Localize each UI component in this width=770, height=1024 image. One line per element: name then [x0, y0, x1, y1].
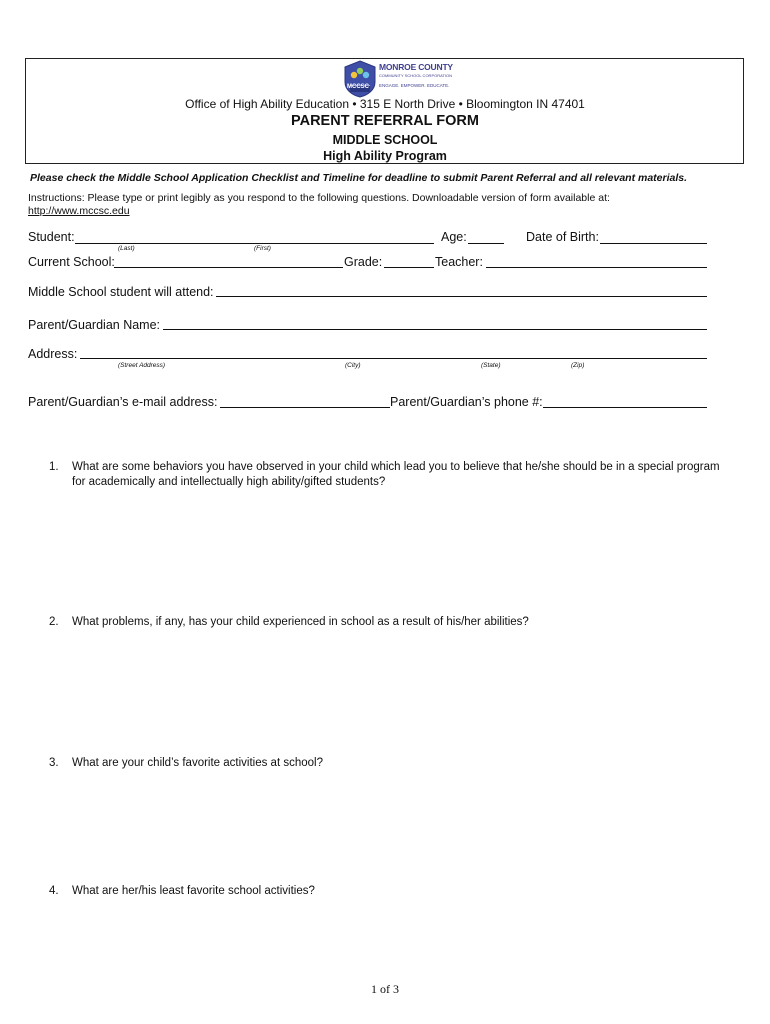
- last-name-hint: (Last): [118, 245, 135, 252]
- address-label: Address:: [28, 347, 78, 361]
- city-hint: (City): [345, 362, 361, 369]
- dob-field[interactable]: [600, 243, 707, 244]
- phone-field[interactable]: [543, 407, 707, 408]
- student-label: Student:: [28, 230, 75, 244]
- question-text: What problems, if any, has your child experienced in school as a result of his/her abilities?: [72, 616, 529, 628]
- teacher-label: Teacher:: [435, 255, 483, 269]
- mccsc-logo-icon: [342, 60, 378, 98]
- page-number: 1 of 3: [371, 982, 399, 996]
- logo-subtitle: COMMUNITY SCHOOL CORPORATION: [379, 72, 453, 78]
- logo-tagline: ENGAGE. EMPOWER. EDUCATE.: [379, 82, 450, 88]
- logo-name: MONROE COUNTY: [379, 62, 453, 72]
- current-school-label: Current School:: [28, 255, 115, 269]
- parent-name-label: Parent/Guardian Name:: [28, 318, 161, 332]
- age-label: Age:: [441, 230, 467, 244]
- email-label: Parent/Guardian’s e-mail address:: [28, 395, 218, 409]
- grade-label: Grade:: [344, 255, 383, 269]
- parent-name-field[interactable]: [163, 329, 707, 330]
- middle-school-label: Middle School student will attend:: [28, 285, 214, 299]
- office-address: Office of High Ability Education • 315 E North Drive • Bloomington IN 47401: [185, 97, 585, 111]
- state-hint: (State): [481, 362, 501, 369]
- logo-badge: MCCSC: [347, 84, 369, 90]
- question-number: 3.: [49, 757, 59, 769]
- instructions-text: Instructions: Please type or print legibly as you respond to the following questions. Downloadable version of form available at:: [28, 192, 610, 204]
- form-title: PARENT REFERRAL FORM: [291, 113, 479, 129]
- instructions-link[interactable]: http://www.mccsc.edu: [28, 205, 130, 217]
- street-hint: (Street Address): [118, 362, 166, 369]
- middle-school-field[interactable]: [216, 296, 707, 297]
- question-number: 1.: [49, 461, 59, 473]
- dob-label: Date of Birth:: [526, 230, 599, 244]
- email-field[interactable]: [220, 407, 390, 408]
- address-field[interactable]: [80, 358, 707, 359]
- age-field[interactable]: [468, 243, 504, 244]
- phone-label: Parent/Guardian’s phone #:: [390, 395, 543, 409]
- form-subtitle-program: High Ability Program: [323, 149, 447, 163]
- question-text: What are your child’s favorite activities at school?: [72, 757, 323, 769]
- question-number: 2.: [49, 616, 59, 628]
- student-name-field[interactable]: [75, 243, 434, 244]
- deadline-notice: Please check the Middle School Application Checklist and Timeline for deadline to submit Parent Referral and all relevant materials.: [30, 172, 688, 184]
- question-text: What are some behaviors you have observed in your child which lead you to believe that he/she should be in a special program for academically and intellectually high ability/gifted students?: [72, 461, 720, 488]
- current-school-field[interactable]: [114, 267, 343, 268]
- teacher-field[interactable]: [486, 267, 707, 268]
- grade-field[interactable]: [384, 267, 434, 268]
- question-number: 4.: [49, 885, 59, 897]
- question-text: What are her/his least favorite school activities?: [72, 885, 315, 897]
- logo-text: [379, 63, 453, 88]
- form-subtitle-school: MIDDLE SCHOOL: [332, 133, 438, 147]
- instructions: [28, 192, 728, 218]
- first-name-hint: (First): [254, 245, 271, 252]
- zip-hint: (Zip): [571, 362, 585, 369]
